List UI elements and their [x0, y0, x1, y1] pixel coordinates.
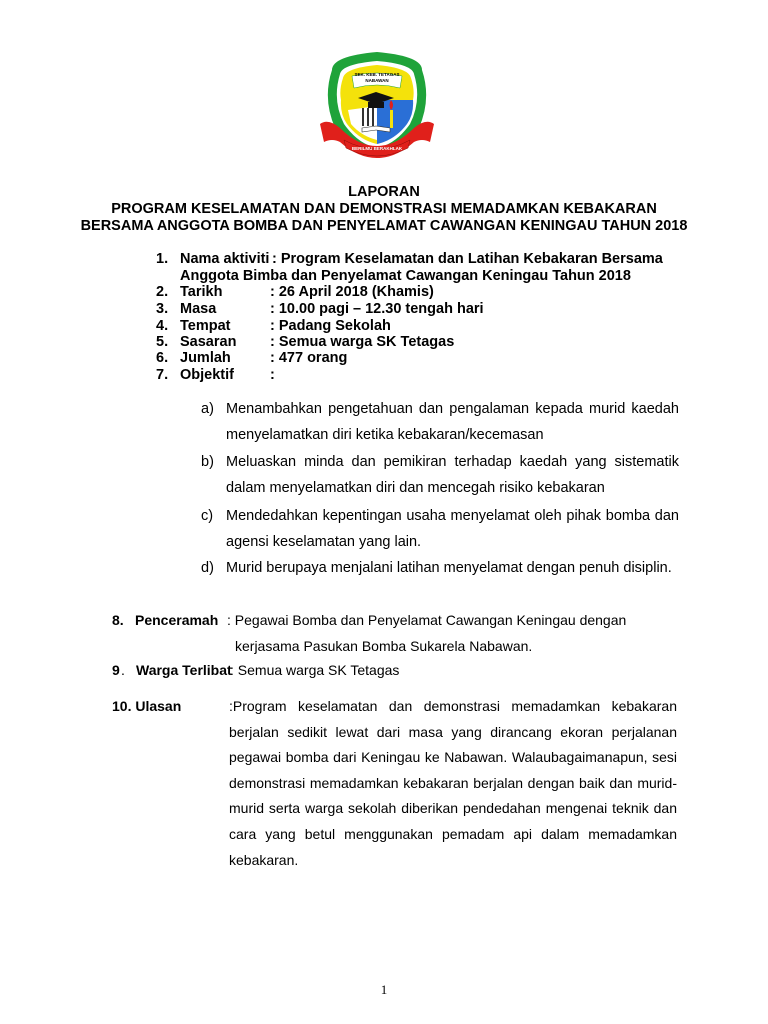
speaker-value: : Pegawai Bomba dan Penyelamat Cawangan Keningau dengan: [227, 612, 627, 628]
speaker-number: 8.: [112, 612, 124, 628]
objective-item: [201, 555, 679, 581]
speaker-label: Penceramah: [135, 612, 219, 628]
detail-label: Objektif: [180, 367, 234, 383]
speaker-value-continued: kerjasama Pasukan Bomba Sukarela Nabawan.: [235, 638, 533, 654]
page-number: 1: [380, 982, 388, 997]
logo-text-line1: SEK. KEB. TETAGAS: [354, 72, 400, 77]
participants-number-dot: .: [121, 662, 125, 678]
objective-letter: d): [201, 560, 214, 576]
participants-number: 9: [112, 662, 120, 678]
detail-label: Tempat: [180, 318, 231, 334]
objective-item: [201, 503, 679, 555]
detail-number: 6.: [156, 350, 169, 366]
detail-value-continued: Anggota Bimba dan Penyelamat Cawangan Keningau Tahun 2018: [180, 268, 631, 284]
objective-letter: a): [201, 401, 214, 417]
detail-label: Tarikh: [180, 284, 223, 300]
detail-number: 2.: [156, 284, 169, 300]
logo-text-line2: NABAWAN: [365, 78, 389, 83]
detail-number: 7.: [156, 367, 169, 383]
detail-value: : Padang Sekolah: [270, 318, 391, 334]
detail-number: 4.: [156, 318, 169, 334]
detail-value: : Semua warga SK Tetagas: [270, 334, 455, 350]
detail-value: : 477 orang: [270, 350, 348, 366]
participants-label: Warga Terlibat: [136, 662, 232, 678]
objective-item: [201, 396, 679, 448]
objective-letter: b): [201, 454, 214, 470]
review-text: :Program keselamatan dan demonstrasi memadamkan kebakaran berjalan sedikit lewat dari masa yang dirancang ekoran perjalanan pegawai bomba dari Keningau ke Nabawan. Walaubagaimanapun, sesi demonstrasi memadamkan kebakaran berjalan dengan baik dan murid-murid serta warga sekolah diberikan pendedahan mengenai teknik dan cara yang betul menggunakan pemadam api dalam memadamkan kebakaran.: [229, 698, 677, 868]
detail-value: :: [270, 367, 275, 383]
participants-value: : Semua warga SK Tetagas: [230, 662, 400, 678]
objective-text: Murid berupaya menjalani latihan menyelamat dengan penuh disiplin.: [226, 560, 672, 576]
objective-text: Menambahkan pengetahuan dan pengalaman kepada murid kaedah menyelamatkan diri ketika kebakaran/kecemasan: [226, 401, 679, 443]
detail-label: Jumlah: [180, 350, 231, 366]
detail-number: 3.: [156, 301, 169, 317]
detail-label: Sasaran: [180, 334, 237, 350]
detail-number: 5.: [156, 334, 169, 350]
objective-item: [201, 449, 679, 501]
objective-text: Meluaskan minda dan pemikiran terhadap kaedah yang sistematik dalam menyelamatkan diri dan mencegah risiko kebakaran: [226, 454, 679, 496]
school-logo: [318, 48, 436, 166]
report-subtitle-line2: BERSAMA ANGGOTA BOMBA DAN PENYELAMAT CAWANGAN KENINGAU TAHUN 2018: [80, 218, 688, 234]
objective-text: Mendedahkan kepentingan usaha menyelamat oleh pihak bomba dan agensi keselamatan yang lain.: [226, 508, 679, 550]
report-title: LAPORAN: [348, 184, 420, 200]
detail-value: : 26 April 2018 (Khamis): [270, 284, 434, 300]
report-subtitle-line1: PROGRAM KESELAMATAN DAN DEMONSTRASI MEMADAMKAN KEBAKARAN: [111, 201, 657, 217]
detail-label: Masa: [180, 301, 217, 317]
objective-letter: c): [201, 508, 214, 524]
detail-label: Nama aktiviti: [180, 251, 270, 267]
detail-value: : Program Keselamatan dan Latihan Kebakaran Bersama: [272, 251, 663, 267]
detail-number: 1.: [156, 251, 169, 267]
logo-motto: BERILMU BERAKHLAK: [351, 146, 403, 151]
detail-value: : 10.00 pagi – 12.30 tengah hari: [270, 301, 484, 317]
review-label: 10. Ulasan: [112, 698, 182, 714]
